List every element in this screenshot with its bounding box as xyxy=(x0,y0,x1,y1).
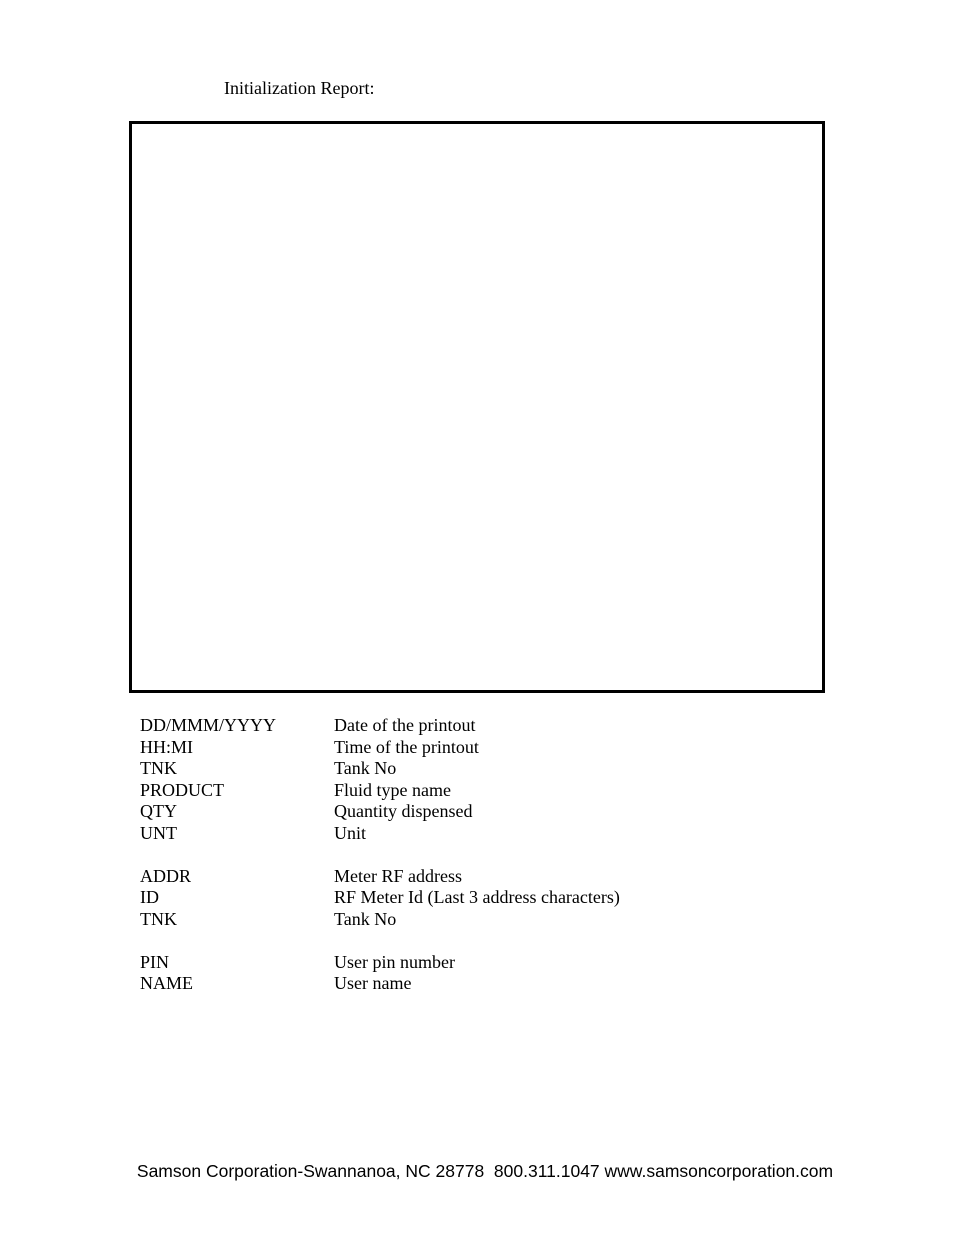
legend-key: PIN xyxy=(140,951,170,972)
legend-key: DD/MMM/YYYY xyxy=(140,715,277,735)
legend-description: User pin number xyxy=(334,951,455,972)
legend-key: ID xyxy=(140,887,159,907)
legend-row-quantity xyxy=(140,801,840,823)
report-heading: Initialization Report: xyxy=(224,78,375,98)
legend-key: NAME xyxy=(140,973,193,993)
legend-description: Unit xyxy=(334,822,367,843)
legend-row-product xyxy=(140,780,840,802)
legend-row-id xyxy=(140,887,840,909)
legend-description: Fluid type name xyxy=(334,779,451,800)
legend-description: User name xyxy=(334,973,412,993)
legend-key: UNT xyxy=(140,822,177,843)
legend-row-date xyxy=(140,715,840,737)
legend-key: TNK xyxy=(140,908,177,929)
legend-description: Date of the printout xyxy=(334,715,476,735)
legend-description: Time of the printout xyxy=(334,736,479,757)
legend-row-name xyxy=(140,973,840,995)
legend-description: Tank No xyxy=(334,758,397,778)
legend-key: HH:MI xyxy=(140,736,193,757)
legend-key: TNK xyxy=(140,758,177,778)
legend-description: Tank No xyxy=(334,908,397,929)
legend-description: RF Meter Id (Last 3 address characters) xyxy=(334,887,620,907)
legend-row-pin xyxy=(140,952,840,974)
legend-row-tank xyxy=(140,909,840,931)
legend-key: PRODUCT xyxy=(140,779,225,800)
legend-row-unit xyxy=(140,823,840,845)
legend-key: ADDR xyxy=(140,865,192,886)
legend-description: Meter RF address xyxy=(334,865,462,886)
report-printout-frame xyxy=(129,121,825,693)
page-footer: Samson Corporation-Swannanoa, NC 28778 800.311.1047 www.samsoncorporation.com xyxy=(136,1161,834,1181)
legend-row-address xyxy=(140,866,840,888)
legend-description: Quantity dispensed xyxy=(334,801,473,821)
legend-row-tank xyxy=(140,758,840,780)
legend-key: QTY xyxy=(140,801,177,821)
field-legend xyxy=(140,715,840,995)
legend-row-time xyxy=(140,737,840,759)
